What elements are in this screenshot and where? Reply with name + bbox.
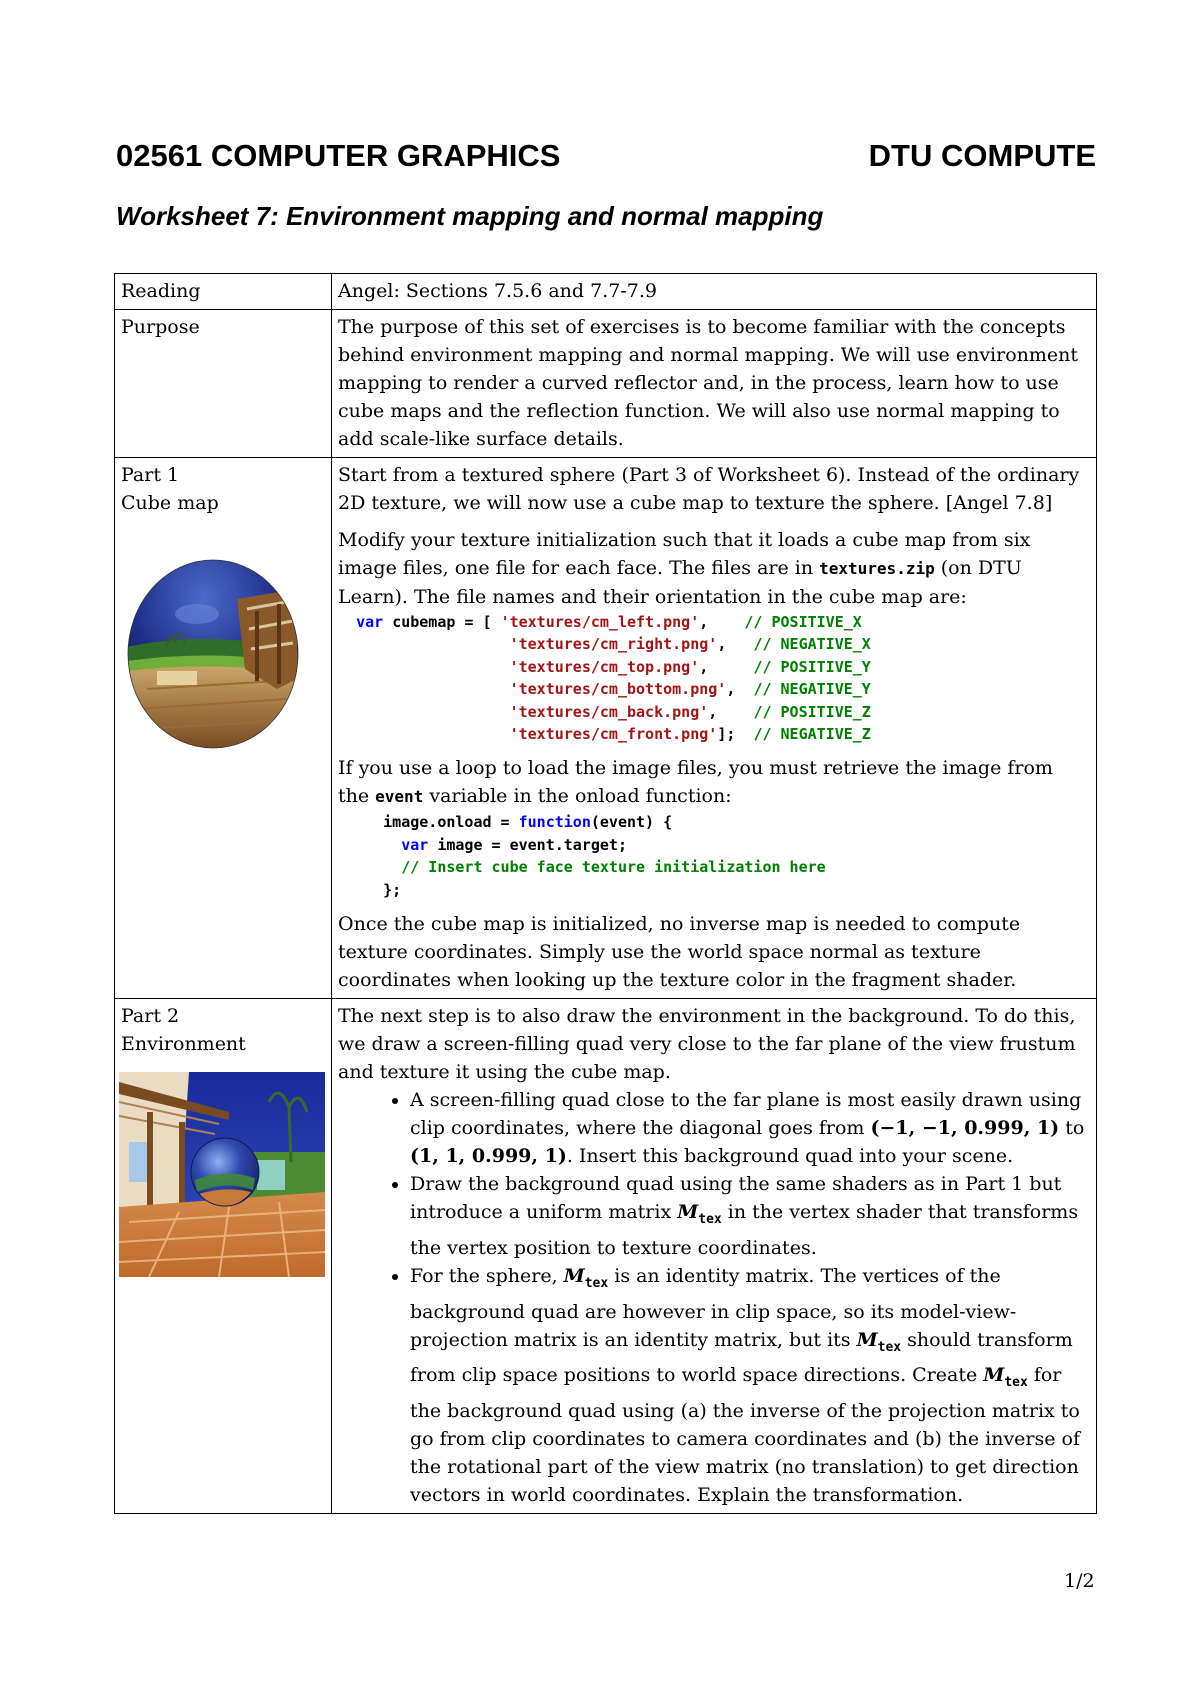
worksheet-table xyxy=(114,273,1097,1514)
worksheet-title: Worksheet 7: Environment mapping and normal mapping xyxy=(116,201,824,231)
mtex-sub-3: tex xyxy=(877,1339,902,1355)
cubemap-code-block: var cubemap = [ 'textures/cm_left.png', // POSITIVE_X 'textures/cm_right.png', // NEGATIVE_X 'textures/cm_top.png', // POSITIVE_Y 'textures/cm_bottom.png', // NEGATIVE_Y 'textures/cm_back.png', // POSITIVE_Z 'textures/cm_front.png']; // NEGATIVE_Z xyxy=(356,613,871,744)
bullet3-a: For the sphere, xyxy=(410,1264,564,1287)
reading-label: Reading xyxy=(115,274,332,310)
purpose-text: The purpose of this set of exercises is to become familiar with the concepts behind environment mapping and normal mapping. We will use environment mapping to render a curved reflector and, in the process, learn how to use cube maps and the reflection function. We will also use normal mapping to add scale-like surface details. xyxy=(332,310,1097,458)
part1-instructions-b: (on DTU Learn). The file names and their orientation in the cube map are: xyxy=(338,557,1022,608)
page-number: 1/2 xyxy=(1064,1570,1095,1592)
mtex-symbol-3: M xyxy=(856,1328,878,1351)
page-header xyxy=(116,138,1096,174)
event-code: event xyxy=(375,787,424,807)
part2-row xyxy=(115,999,1097,1514)
code-comment-4: // POSITIVE_Z xyxy=(753,702,871,721)
part1-loop-note xyxy=(338,754,1090,811)
code-onload-close: }; xyxy=(383,880,402,899)
part1-conclusion: Once the cube map is initialized, no inverse map is needed to compute texture coordinates. Simply use the world space normal as texture coordinates when looking up the texture color in the fragment shader. xyxy=(338,913,1021,992)
code-file-left: 'textures/cm_left.png' xyxy=(500,613,700,631)
part1-instructions-a: Modify your texture initialization such that it loads a cube map from six image files, one file for each face. The files are in xyxy=(338,529,1031,579)
reflective-sphere-image xyxy=(127,559,299,749)
bullet2-b: in the vertex shader that transforms the vertex position to texture coordinates. xyxy=(410,1201,1079,1259)
part2-bullet-3 xyxy=(410,1262,1090,1509)
part1-label-cell xyxy=(115,458,332,999)
bullet1-c: . Insert this background quad into your scene. xyxy=(566,1145,1014,1168)
part2-content xyxy=(332,999,1097,1514)
code-keyword-var: var xyxy=(356,613,384,631)
reading-text: Angel: Sections 7.5.6 and 7.7-7.9 xyxy=(332,274,1097,310)
part1-name: Cube map xyxy=(121,492,219,514)
part1-number: Part 1 xyxy=(121,464,180,486)
clip-coord-from-value: (−1, −1, 0.999, 1) xyxy=(870,1117,1060,1140)
mtex-sub-4: tex xyxy=(1004,1375,1028,1391)
bullet3-d: for the background quad using (a) the inverse of the projection matrix to go from clip coordinates to camera coordinates and (b) the inverse of the rotational part of the view matrix (no translation) to get direction vectors in world coordinates. Explain the transformation. xyxy=(410,1364,1081,1507)
mtex-symbol-1: M xyxy=(677,1201,699,1224)
mtex-symbol-4: M xyxy=(983,1364,1005,1387)
code-comment-1: // NEGATIVE_X xyxy=(753,635,871,654)
mtex-symbol-2: M xyxy=(563,1264,585,1287)
bullet3-c: should transform from clip space positions to world space directions. Create xyxy=(410,1328,1073,1387)
part1-intro: Start from a textured sphere (Part 3 of Worksheet 6). Instead of the ordinary 2D texture, we will now use a cube map to texture the sphere. [Angel 7.8] xyxy=(338,464,1080,514)
code-cubemap-name: cubemap xyxy=(392,613,456,631)
bullet2-a: Draw the background quad using the same shaders as in Part 1 but introduce a uniform matrix xyxy=(410,1173,1062,1224)
part2-number: Part 2 xyxy=(121,1005,180,1028)
code-comment-2: // POSITIVE_Y xyxy=(753,657,871,676)
code-comment-0: // POSITIVE_X xyxy=(744,613,862,631)
code-keyword-function: function xyxy=(518,813,591,832)
part1-loop-b: variable in the onload function: xyxy=(423,785,732,808)
part1-row xyxy=(115,458,1097,999)
part1-instructions xyxy=(338,526,1090,611)
code-file-back: 'textures/cm_back.png' xyxy=(509,702,709,721)
part2-label-cell xyxy=(115,999,332,1514)
mtex-sub-1: tex xyxy=(698,1211,722,1227)
bullet1-a: A screen-filling quad close to the far plane is most easily drawn using clip coordinates, where the diagonal goes from xyxy=(410,1089,1082,1140)
course-title: 02561 COMPUTER GRAPHICS xyxy=(116,138,561,173)
code-onload-comment: // Insert cube face texture initialization here xyxy=(401,858,826,877)
part1-content xyxy=(332,458,1097,999)
purpose-label: Purpose xyxy=(115,310,332,458)
textures-zip-code: textures.zip xyxy=(819,559,935,578)
reading-row xyxy=(115,274,1097,310)
code-onload-assign: image = event.target; xyxy=(437,835,627,854)
purpose-row xyxy=(115,310,1097,458)
part2-bullet-1 xyxy=(410,1086,1090,1170)
code-file-bottom: 'textures/cm_bottom.png' xyxy=(509,680,727,699)
mtex-sub-2: tex xyxy=(584,1275,609,1291)
code-comment-3: // NEGATIVE_Y xyxy=(753,680,871,699)
part2-name: Environment xyxy=(121,1033,246,1056)
clip-coord-to-value: (1, 1, 0.999, 1) xyxy=(410,1145,567,1168)
department: DTU COMPUTE xyxy=(868,138,1096,173)
code-file-right: 'textures/cm_right.png' xyxy=(509,635,718,654)
part1-loop-a: If you use a loop to load the image files, you must retrieve the image from the xyxy=(338,757,1053,808)
part2-bullets xyxy=(338,1086,1090,1509)
code-onload-obj: image.onload xyxy=(383,813,492,832)
clip-coord-to xyxy=(410,1145,567,1167)
code-file-front: 'textures/cm_front.png' xyxy=(509,725,718,744)
part2-intro: The next step is to also draw the environment in the background. To do this, we draw a screen-filling quad very close to the far plane of the view frustum and texture it using the cube map. xyxy=(338,1005,1076,1084)
code-comment-5: // NEGATIVE_Z xyxy=(753,725,871,744)
code-onload-param: (event) { xyxy=(590,813,673,832)
part2-bullet-2 xyxy=(410,1170,1090,1262)
bullet1-b: to xyxy=(1059,1117,1085,1140)
clip-coord-from xyxy=(870,1117,1059,1139)
environment-scene-image xyxy=(119,1072,325,1277)
bullet3-b: is an identity matrix. The vertices of the background quad are however in clip space, so its model-view-projection matrix is an identity matrix, but its xyxy=(410,1264,1017,1351)
code-keyword-var-2: var xyxy=(401,835,429,854)
code-file-top: 'textures/cm_top.png' xyxy=(509,657,700,676)
onload-code-block: image.onload = function(event) { var image = event.target; // Insert cube face texture initialization here }; xyxy=(383,813,826,899)
